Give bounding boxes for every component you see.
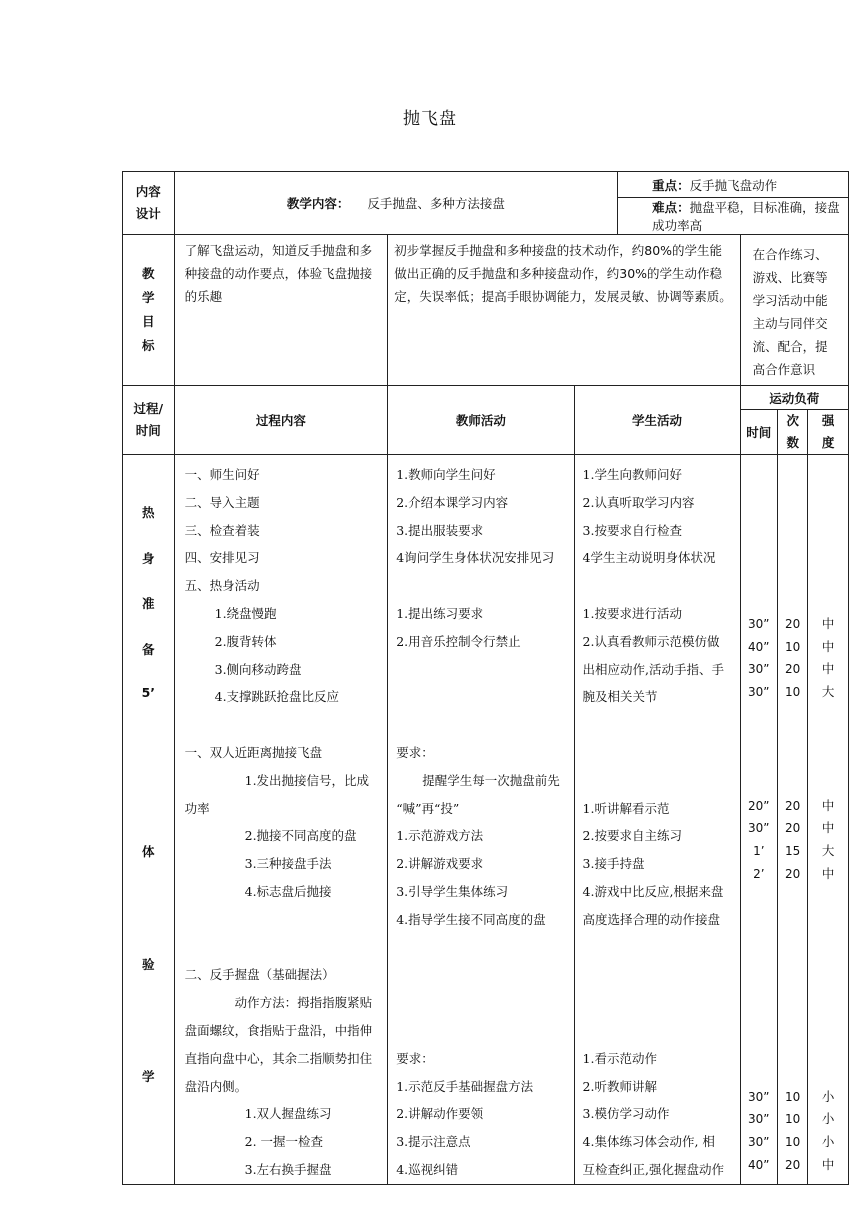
exp1-student-5: 高度选择合理的动作接盘 (582, 911, 721, 927)
exp2-student-3: 3.模仿学习动作 (582, 1106, 670, 1122)
warmup-student-3: 3.按要求自行检查 (582, 522, 682, 538)
exp2-intensity-1: 小 (821, 1088, 835, 1104)
phase-warmup-2: 身 (142, 551, 155, 566)
warmup-intensity-4: 大 (821, 684, 835, 700)
exp1-content-5: 3.三种接盘手法 (244, 856, 332, 872)
warmup-content-3: 三、检查着装 (184, 522, 260, 538)
warmup-content-6: 1.绕盘慢跑 (214, 605, 277, 621)
exp2-teacher-5: 4.巡视纠错 (396, 1161, 459, 1177)
warmup-teacher-2: 2.介绍本课学习内容 (396, 494, 509, 510)
exp1-content-4: 2.抛接不同高度的盘 (244, 828, 357, 844)
warmup-time-3: 30” (748, 662, 770, 677)
exp2-time-1: 30” (748, 1089, 770, 1104)
warmup-intensity-1: 中 (821, 616, 835, 631)
exp2-intensity-4: 中 (821, 1156, 835, 1172)
teacher-activity-column (388, 455, 574, 1185)
exp2-count-2: 10 (785, 1112, 801, 1127)
teaching-content-label: 教学内容： (286, 196, 350, 211)
exp1-student-3: 3.接手持盘 (582, 856, 645, 872)
exp2-content-1: 二、反手握盘（基础握法） (184, 967, 335, 983)
exp1-teacher-1: 要求： (396, 744, 434, 760)
exp1-teacher-2: 提醒学生每一次抛盘前先 (422, 772, 560, 788)
warmup-content-9: 4.支撑跳跃抢盘比反应 (214, 689, 340, 705)
warmup-time-4: 30” (748, 685, 770, 700)
warmup-student-7: 2.认真看教师示范模仿做 (582, 633, 720, 649)
warmup-count-4: 10 (785, 685, 801, 700)
warmup-teacher-6: 1.提出练习要求 (396, 605, 484, 621)
student-activity-column (574, 455, 740, 1185)
warmup-time-2: 40” (748, 639, 770, 654)
exp1-teacher-4: 1.示范游戏方法 (396, 828, 484, 844)
teaching-content-value: 反手抛盘、多种方法接盘 (367, 196, 505, 211)
exp1-intensity-1: 中 (821, 797, 835, 813)
header-student-activity: 学生活动 (574, 386, 740, 455)
warmup-content-1: 一、师生问好 (184, 467, 260, 482)
exp1-count-4: 20 (785, 866, 801, 881)
exp2-content-3: 盘面螺纹，食指贴于盘沿，中指伸 (184, 1022, 373, 1038)
content-design-label: 内容 设计 (123, 172, 175, 235)
warmup-student-4: 4学生主动说明身体状况 (582, 550, 716, 566)
header-process-content: 过程内容 (174, 386, 388, 455)
warmup-intensity-3: 中 (821, 661, 835, 677)
warmup-count-3: 20 (785, 662, 801, 677)
exp2-count-3: 10 (785, 1134, 801, 1149)
exp2-time-2: 30” (748, 1112, 770, 1127)
exp1-count-1: 20 (785, 798, 801, 813)
warmup-student-8: 出相应动作,活动手指、手 (582, 661, 724, 677)
warmup-teacher-5 (396, 572, 569, 600)
warmup-content-4: 四、安排见习 (184, 550, 260, 566)
exp1-content-3: 功率 (184, 800, 210, 816)
warmup-teacher-1: 1.教师向学生问好 (396, 467, 496, 482)
header-time: 时间 (740, 410, 777, 455)
exp1-intensity-4: 中 (821, 865, 835, 881)
phase-warmup-3: 准 (142, 596, 155, 611)
exp2-content-2: 动作方法：拇指指腹紧贴 (234, 995, 373, 1011)
header-teacher-activity: 教师活动 (388, 386, 574, 455)
exp1-teacher-3: “喊”再“投” (396, 800, 460, 816)
process-content-column (174, 455, 388, 1185)
warmup-teacher-3: 3.提出服装要求 (396, 522, 484, 538)
exp1-content-2: 1.发出抛接信号，比成 (244, 772, 370, 788)
header-count: 次 数 (778, 410, 808, 455)
exp1-student-2: 2.按要求自主练习 (582, 828, 682, 844)
exp2-count-4: 20 (785, 1157, 801, 1172)
difficulty-cell (618, 198, 849, 235)
exp2-content-4: 直指向盘中心，其余二指顺势扣住 (184, 1050, 373, 1066)
warmup-content-7: 2.腹背转体 (214, 633, 277, 649)
objective-knowledge: 了解飞盘运动，知道反手抛盘和多种接盘的动作要点，体验飞盘抛接的乐趣 (174, 235, 388, 386)
exp1-intensity-2: 中 (821, 820, 835, 836)
exp2-count-1: 10 (785, 1089, 801, 1104)
exp1-content-1: 一、双人近距离抛接飞盘 (184, 744, 323, 760)
exp1-student-4: 4.游戏中比反应,根据来盘 (582, 883, 724, 899)
exp2-teacher-3: 2.讲解动作要领 (396, 1106, 484, 1122)
exp1-time-4: 2’ (753, 866, 765, 881)
header-process-time: 过程/ 时间 (123, 386, 175, 455)
warmup-student-1: 1.学生向教师问好 (582, 467, 682, 482)
objective-emotion: 在合作练习、游戏、比赛等学习活动中能主动与同伴交流、配合，提高合作意识 (740, 235, 848, 386)
phase-experience-1: 体 (142, 844, 155, 859)
exp2-teacher-4: 3.提示注意点 (396, 1134, 471, 1150)
exp1-intensity-3: 大 (821, 843, 835, 859)
load-intensity-column (808, 455, 849, 1185)
phase-warmup-5: 5’ (141, 685, 156, 700)
warmup-student-6: 1.按要求进行活动 (582, 605, 682, 621)
exp1-count-3: 15 (785, 844, 801, 859)
exp2-student-2: 2.听教师讲解 (582, 1078, 657, 1094)
exp2-student-5: 互检查纠正,强化握盘动作 (582, 1161, 724, 1177)
objective-skill: 初步掌握反手抛盘和多种接盘的技术动作，约80%的学生能做出正确的反手抛盘和多种接盘动作，约30%的学生动作稳定，失误率低；提高手眼协调能力，发展灵敏、协调等素质。 (388, 235, 740, 386)
exp1-teacher-6: 3.引导学生集体练习 (396, 883, 509, 899)
warmup-student-2: 2.认真听取学习内容 (582, 494, 695, 510)
exp2-teacher-2: 1.示范反手基础握盘方法 (396, 1078, 534, 1094)
key-point-value: 反手抛飞盘动作 (689, 177, 778, 193)
warmup-teacher-4: 4询问学生身体状况安排见习 (396, 550, 555, 566)
exp2-content-7: 2. 一握一检查 (244, 1134, 324, 1150)
exp2-time-3: 30” (748, 1134, 770, 1149)
load-time-column (740, 455, 777, 1185)
load-count-column (778, 455, 808, 1185)
exp2-teacher-1: 要求： (396, 1050, 434, 1066)
warmup-count-2: 10 (785, 639, 801, 654)
exp2-time-4: 40” (748, 1157, 770, 1172)
phase-column (123, 455, 175, 1185)
header-intensity: 强 度 (808, 410, 849, 455)
difficulty-value: 抛盘平稳，目标准确，接盘成功率高 (652, 200, 840, 233)
key-point-cell (618, 172, 849, 198)
exp2-intensity-3: 小 (821, 1133, 835, 1149)
warmup-student-5 (583, 572, 738, 600)
teaching-content-cell (174, 172, 617, 235)
exp2-intensity-2: 小 (821, 1111, 835, 1127)
exp1-time-3: 1’ (753, 844, 765, 859)
warmup-content-5: 五、热身活动 (184, 578, 260, 594)
header-load: 运动负荷 (740, 386, 848, 410)
phase-experience-3: 学 (142, 1069, 155, 1084)
key-point-label: 重点： (652, 177, 690, 193)
exp1-teacher-7: 4.指导学生接不同高度的盘 (396, 911, 546, 927)
objectives-label: 教 学 目 标 (123, 235, 175, 386)
exp2-student-1: 1.看示范动作 (582, 1050, 657, 1066)
exp2-content-5: 盘沿内侧。 (184, 1078, 248, 1094)
lesson-plan-table (122, 171, 849, 1185)
exp2-content-8: 3.左右换手握盘 (244, 1161, 332, 1177)
exp2-content-6: 1.双人握盘练习 (244, 1106, 332, 1122)
page-title: 抛飞盘 (403, 109, 457, 129)
warmup-teacher-7: 2.用音乐控制令行禁止 (396, 633, 521, 649)
exp1-student-1: 1.听讲解看示范 (582, 800, 670, 816)
phase-experience-2: 验 (142, 957, 155, 972)
phase-warmup-4: 备 (142, 642, 155, 657)
exp1-teacher-5: 2.讲解游戏要求 (396, 856, 484, 872)
warmup-count-1: 20 (785, 617, 801, 631)
warmup-content-8: 3.侧向移动跨盘 (214, 661, 302, 677)
exp1-time-2: 30” (748, 821, 770, 836)
warmup-student-9: 腕及相关关节 (582, 689, 658, 705)
exp1-time-1: 20” (748, 798, 770, 813)
warmup-content-2: 二、导入主题 (184, 494, 260, 510)
warmup-time-1: 30” (748, 617, 770, 631)
warmup-intensity-2: 中 (821, 638, 835, 654)
exp1-count-2: 20 (785, 821, 801, 836)
phase-warmup-1: 热 (142, 505, 155, 520)
difficulty-label: 难点： (652, 200, 690, 215)
exp1-content-6: 4.标志盘后抛接 (244, 883, 332, 899)
exp2-student-4: 4.集体练习体会动作, 相 (582, 1134, 715, 1150)
